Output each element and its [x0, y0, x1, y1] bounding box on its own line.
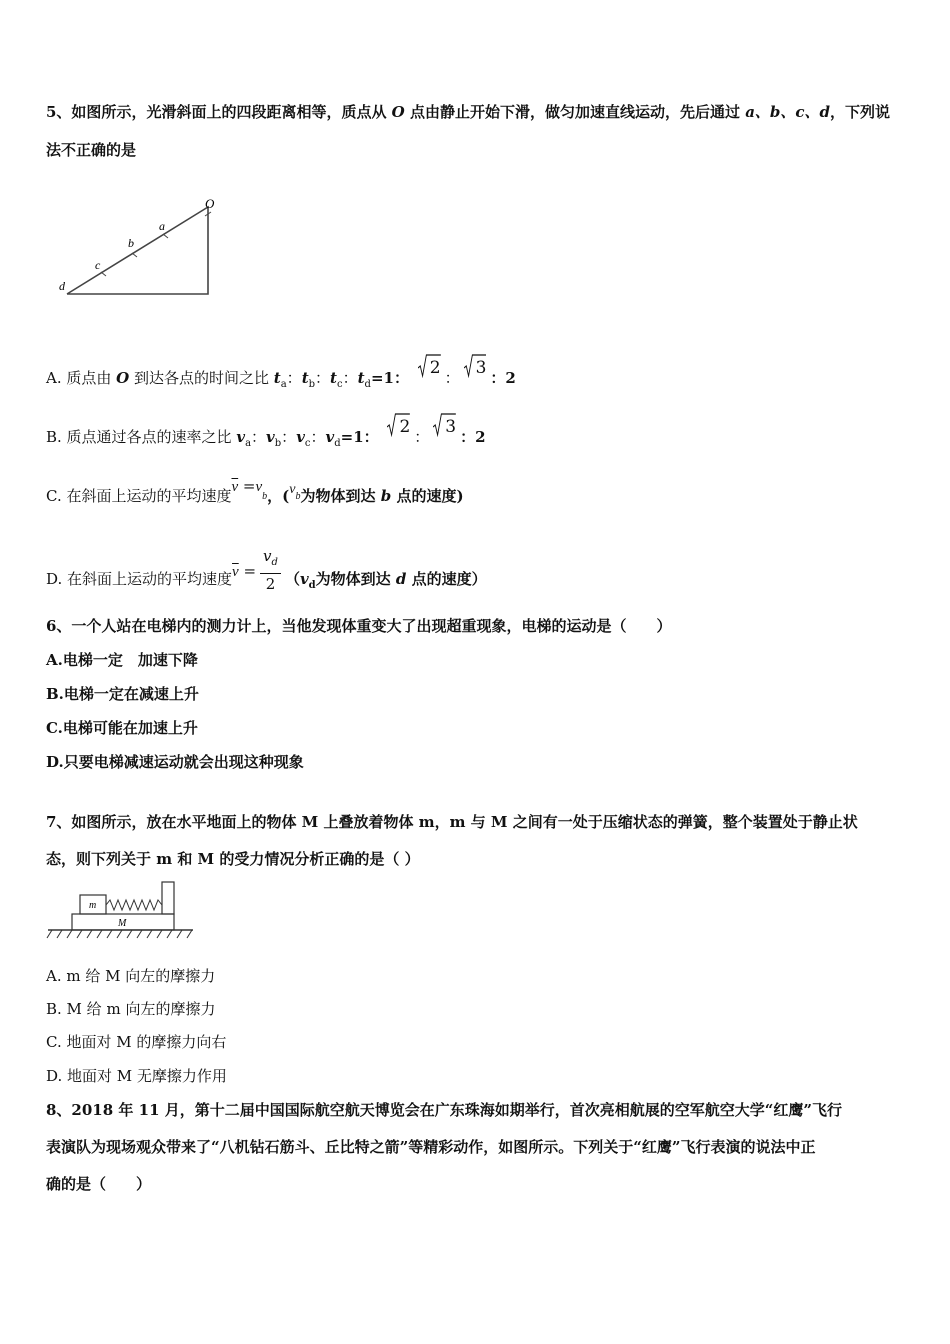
label-d: d [59, 279, 65, 293]
q7-spring-figure [46, 878, 196, 940]
q8-stem-line3: 确的是（ ） [46, 1175, 152, 1193]
q6-stem: 6、一个人站在电梯内的测力计上，当他发现体重变大了出现超重现象，电梯的运动是（ ） [46, 617, 672, 635]
q8-stem-line2: 表演队为现场观众带来了“八机钻石筋斗、丘比特之箭”等精彩动作，如图所示。下列关于“红鹰”飞行表演的说法中正 [46, 1138, 816, 1156]
label-m: m [89, 900, 97, 911]
label-c: c [95, 258, 101, 272]
q7-option-d: D. 地面对 M 无摩擦力作用 [46, 1067, 227, 1085]
q5-option-a: A. 质点由 O 到达各点的时间之比 $t_a$：$t_b$：$t_c$：$t_d=1$： 2 ： 3 ：2 [46, 368, 516, 395]
q6-option-b: B.电梯一定在减速上升 [46, 685, 199, 703]
label-a: a [159, 219, 165, 233]
sqrt-2-icon: 2 [418, 358, 441, 378]
label-O: O [205, 196, 215, 211]
q5-option-d: D. 在斜面上运动的平均速度$\overline{v}$ = $\frac{v_d}{2}$ （$v_d$为物体到达 d 点的速度） [46, 547, 487, 593]
q5-option-b: B. 质点通过各点的速率之比 $v_a$：$v_b$：$v_c$：$v_d=1$： 2 ： 3 ：2 [46, 427, 486, 454]
label-M: M [118, 918, 127, 929]
sqrt-3-icon: 3 [433, 417, 456, 437]
sqrt-3-icon: 3 [464, 358, 487, 378]
sqrt-2-icon: 2 [387, 417, 410, 437]
q5-option-c: C. 在斜面上运动的平均速度$\overline{v} =v_b$，($v_b$为物体到达 b 点的速度) [46, 477, 464, 505]
q6-option-a: A.电梯一定 加速下降 [46, 651, 198, 669]
q5-stem-line2: 法不正确的是 [46, 141, 137, 159]
q6-option-d: D.只要电梯减速运动就会出现这种现象 [46, 753, 304, 771]
q5-incline-figure [55, 190, 225, 305]
fraction-vd-over-2: $\frac{v_d}{2}$ [260, 546, 281, 594]
q6-option-c: C.电梯可能在加速上升 [46, 719, 198, 737]
q7-stem-line1: 7、如图所示，放在水平地面上的物体 M 上叠放着物体 m，m 与 M 之间有一处于压缩状态的弹簧，整个装置处于静止状 [46, 813, 858, 831]
q5-stem-line1: 5、如图所示，光滑斜面上的四段距离相等，质点从 O 点由静止开始下滑，做匀加速直线运动，先后通过 a、b、c、d，下列说 [46, 103, 891, 121]
q7-option-a: A. m 给 M 向左的摩擦力 [46, 967, 216, 985]
q7-option-b: B. M 给 m 向左的摩擦力 [46, 1000, 216, 1018]
label-b: b [128, 236, 134, 250]
q8-stem-line1: 8、2018 年 11 月，第十二届中国国际航空航天博览会在广东珠海如期举行，首次亮相航展的空军航空大学“红鹰”飞行 [46, 1101, 842, 1119]
q7-option-c: C. 地面对 M 的摩擦力向右 [46, 1033, 227, 1051]
q7-stem-line2: 态，则下列关于 m 和 M 的受力情况分析正确的是（ ） [46, 850, 420, 868]
